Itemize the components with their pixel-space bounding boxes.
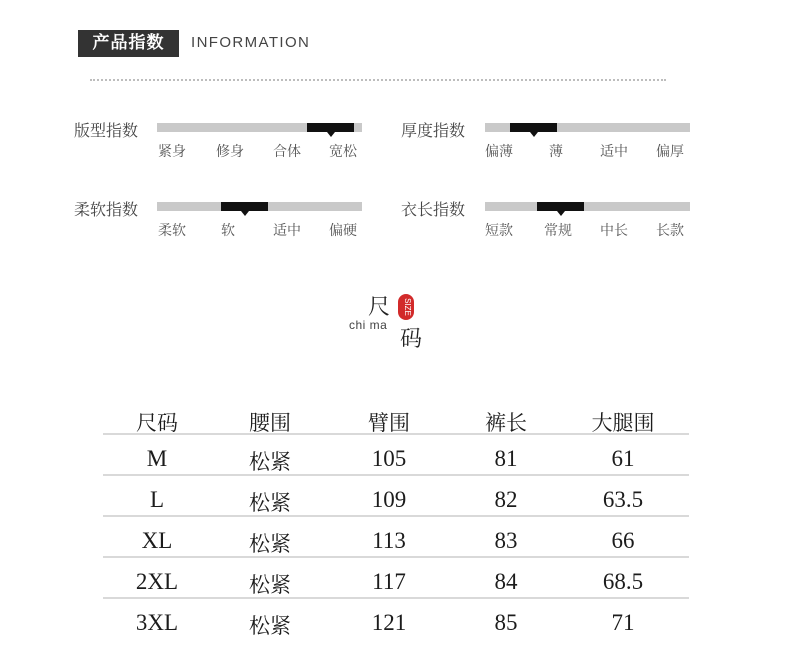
index-option: 软 — [221, 223, 235, 239]
table-cell: M — [146, 446, 168, 471]
index-option: 长款 — [656, 223, 684, 239]
column-header: 尺码 — [136, 411, 178, 435]
table-cell: 66 — [611, 528, 635, 553]
dotted-divider — [90, 79, 666, 81]
table-cell: 2XL — [135, 569, 179, 594]
column-header: 大腿围 — [591, 411, 655, 435]
index-marker — [307, 123, 354, 132]
index-option: 偏薄 — [485, 144, 513, 160]
table-cell: L — [149, 487, 165, 512]
table-cell: 83 — [494, 528, 518, 553]
table-cell: 113 — [372, 528, 406, 553]
table-cell: 松紧 — [249, 450, 291, 474]
index-pointer-icon — [327, 132, 335, 137]
table-cell: 61 — [611, 446, 635, 471]
index-option: 偏硬 — [329, 223, 357, 239]
index-option: 薄 — [549, 144, 563, 160]
index-option: 短款 — [485, 223, 513, 239]
index-option: 紧身 — [158, 144, 186, 160]
table-cell: 71 — [611, 610, 635, 635]
index-option: 柔软 — [158, 223, 186, 239]
info-title-badge: 产品指数 — [78, 30, 179, 57]
table-cell: 81 — [494, 446, 518, 471]
table-cell: 121 — [371, 610, 407, 635]
table-row — [103, 476, 689, 517]
index-option: 适中 — [273, 223, 301, 239]
index-track — [157, 123, 362, 132]
column-header: 臂围 — [368, 411, 410, 435]
column-header: 腰围 — [249, 411, 291, 435]
info-title-english: INFORMATION — [191, 34, 311, 51]
table-row — [103, 517, 689, 558]
table-header-row — [103, 408, 689, 435]
index-track — [485, 202, 690, 211]
table-cell: 105 — [371, 446, 407, 471]
size-seal — [398, 294, 414, 320]
index-label: 版型指数 — [74, 121, 139, 140]
index-option: 适中 — [600, 144, 628, 160]
size-table — [103, 408, 689, 640]
index-label: 厚度指数 — [401, 121, 466, 140]
index-track — [485, 123, 690, 132]
index-marker — [221, 202, 268, 211]
index-option: 偏厚 — [656, 144, 684, 160]
index-option: 合体 — [273, 144, 301, 160]
table-cell: 松紧 — [249, 491, 291, 515]
table-cell: 3XL — [135, 610, 179, 635]
table-cell: XL — [141, 528, 173, 553]
size-logo-pinyin: chi ma — [349, 318, 388, 332]
index-pointer-icon — [557, 211, 565, 216]
index-label: 柔软指数 — [74, 200, 139, 219]
table-cell: 82 — [494, 487, 518, 512]
table-cell: 68.5 — [602, 569, 644, 594]
table-cell: 117 — [372, 569, 406, 594]
table-cell: 84 — [494, 569, 518, 594]
index-pointer-icon — [241, 211, 249, 216]
index-marker — [510, 123, 557, 132]
table-cell: 松紧 — [249, 573, 291, 597]
size-logo-char: 码 — [400, 327, 423, 352]
table-cell: 63.5 — [602, 487, 644, 512]
table-row — [103, 558, 689, 599]
table-cell: 109 — [371, 487, 407, 512]
table-row — [103, 435, 689, 476]
column-header: 裤长 — [485, 411, 527, 435]
index-option: 常规 — [544, 223, 572, 239]
table-cell: 松紧 — [249, 614, 291, 638]
table-cell: 85 — [494, 610, 518, 635]
index-option: 宽松 — [329, 144, 357, 160]
table-row — [103, 599, 689, 640]
index-track — [157, 202, 362, 211]
size-logo-char: 尺 — [368, 295, 391, 320]
table-cell: 松紧 — [249, 532, 291, 556]
index-label: 衣长指数 — [401, 200, 466, 219]
index-option: 中长 — [600, 223, 628, 239]
index-pointer-icon — [530, 132, 538, 137]
index-option: 修身 — [216, 144, 244, 160]
size-seal-text: SIZE — [402, 298, 412, 316]
index-marker — [537, 202, 584, 211]
